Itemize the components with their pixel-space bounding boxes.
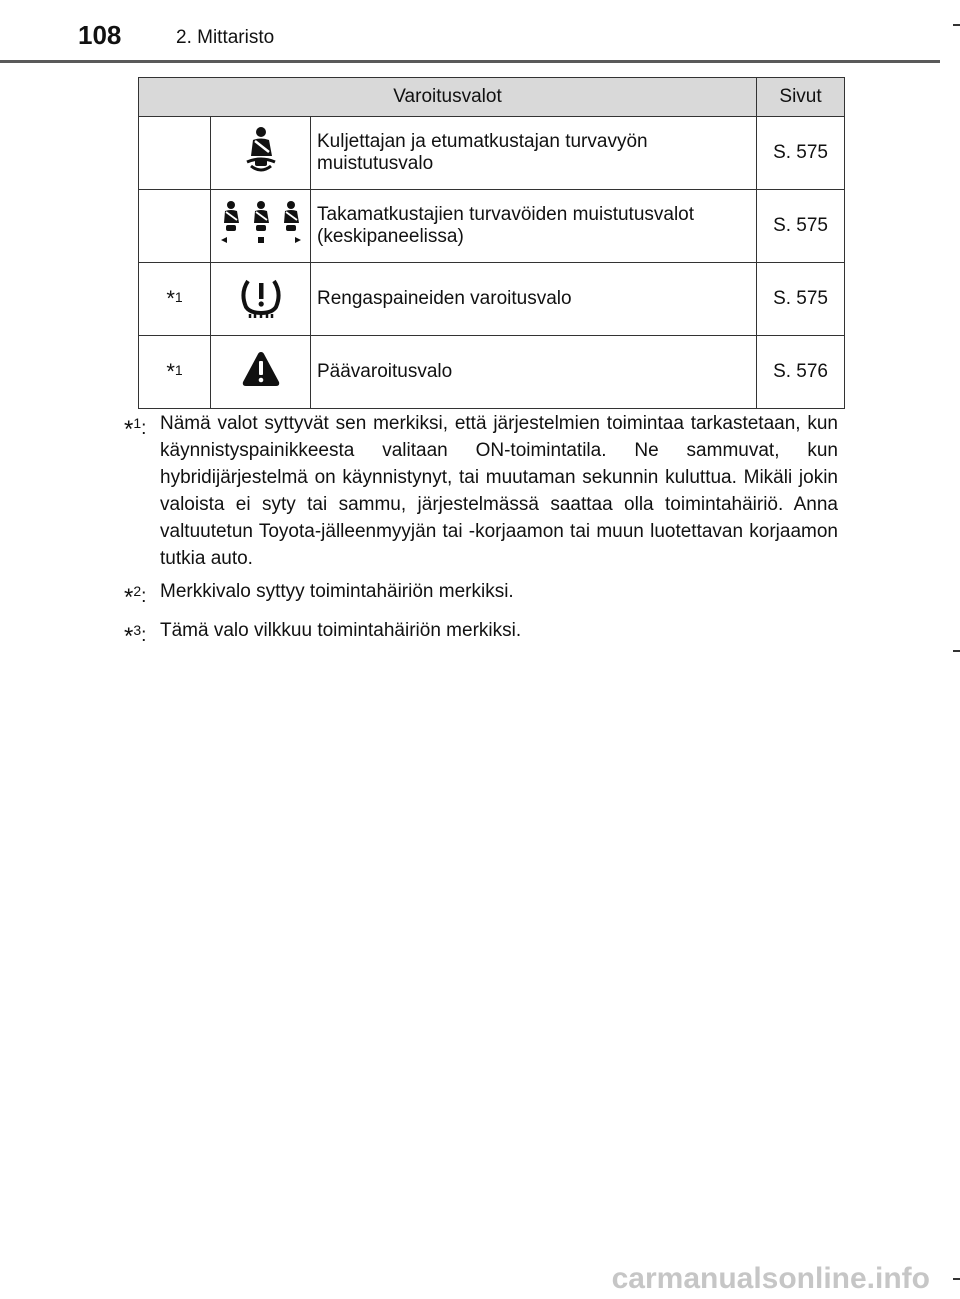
header-rule (0, 60, 940, 63)
row-note: *1 (139, 336, 211, 409)
footnote-text: Nämä valot syttyvät sen merkiksi, että järjestelmien toimintaa tarkastetaan, kun käynnistyspainikkeesta valitaan ON-toimintatila. Ne sammuvat, kun hybridijärjestelmä on käynnistynyt, tai muutaman sekunnin kuluttua. Mikäli jokin valoista ei syty tai sammu, järjestelmässä saattaa olla toimintahäiriö. Anna valtuutetun Toyota-jälleenmyyjän tai -korjaamon tai muun luotettavan korjaamon tutkia auto. (160, 413, 838, 569)
row-page-ref: S. 575 (757, 190, 845, 263)
table-row (139, 336, 845, 409)
row-page-ref: S. 575 (757, 117, 845, 190)
header-pages: Sivut (757, 78, 845, 117)
page-number: 108 (78, 20, 122, 50)
row-page-ref: S. 575 (757, 263, 845, 336)
table-row (139, 190, 845, 263)
section-title: 2. Mittaristo (176, 27, 275, 48)
row-description: Päävaroitusvalo (311, 336, 757, 409)
row-description: Takamatkustajien turvavöiden muistutusvalot (keskipaneelissa) (311, 190, 757, 263)
page-header (0, 0, 960, 64)
crop-mark (953, 1278, 960, 1280)
footnotes (124, 410, 838, 656)
row-note (139, 190, 211, 263)
table-row (139, 117, 845, 190)
watermark: carmanualsonline.info (611, 1262, 930, 1295)
row-description: Rengaspaineiden varoitusvalo (311, 263, 757, 336)
master-warning-icon (241, 350, 281, 388)
row-page-ref: S. 576 (757, 336, 845, 409)
row-note (139, 117, 211, 190)
footnote: *$^2$: Merkkivalo syttyy toimintahäiriön merkiksi. (124, 578, 838, 611)
warning-lights-table (138, 77, 845, 409)
footnote: *$^1$: Nämä valot syttyvät sen merkiksi, että järjestelmien toimintaa tarkastetaan, kun käynnistyspainikkeesta valitaan ON-toimintatila. Ne sammuvat, kun hybridijärjestelmä on käynnistynyt, tai muutaman sekunnin kuluttua. Mikäli jokin valoista ei syty tai sammu, järjestelmässä saattaa olla toimintahäiriö. Anna valtuutetun Toyota-jälleenmyyjän tai -korjaamon tai muun luotettavan korjaamon tutkia auto. (124, 410, 838, 572)
header-warning-lights: Varoitusvalot (139, 78, 757, 117)
rear-seatbelt-reminder-icons (215, 199, 307, 247)
row-description: Kuljettajan ja etumatkustajan turvavyön muistutusvalo (311, 117, 757, 190)
footnote-text: Tämä valo vilkkuu toimintahäiriön merkiksi. (160, 620, 522, 641)
front-seatbelt-reminder-icon (239, 126, 283, 174)
table-row (139, 263, 845, 336)
tire-pressure-warning-icon (238, 273, 284, 319)
footnote-text: Merkkivalo syttyy toimintahäiriön merkiksi. (160, 581, 514, 602)
crop-mark (953, 650, 960, 652)
crop-mark (953, 24, 960, 26)
row-note: *1 (139, 263, 211, 336)
footnote: *$^3$: Tämä valo vilkkuu toimintahäiriön merkiksi. (124, 617, 838, 650)
table-header-row (139, 78, 845, 117)
